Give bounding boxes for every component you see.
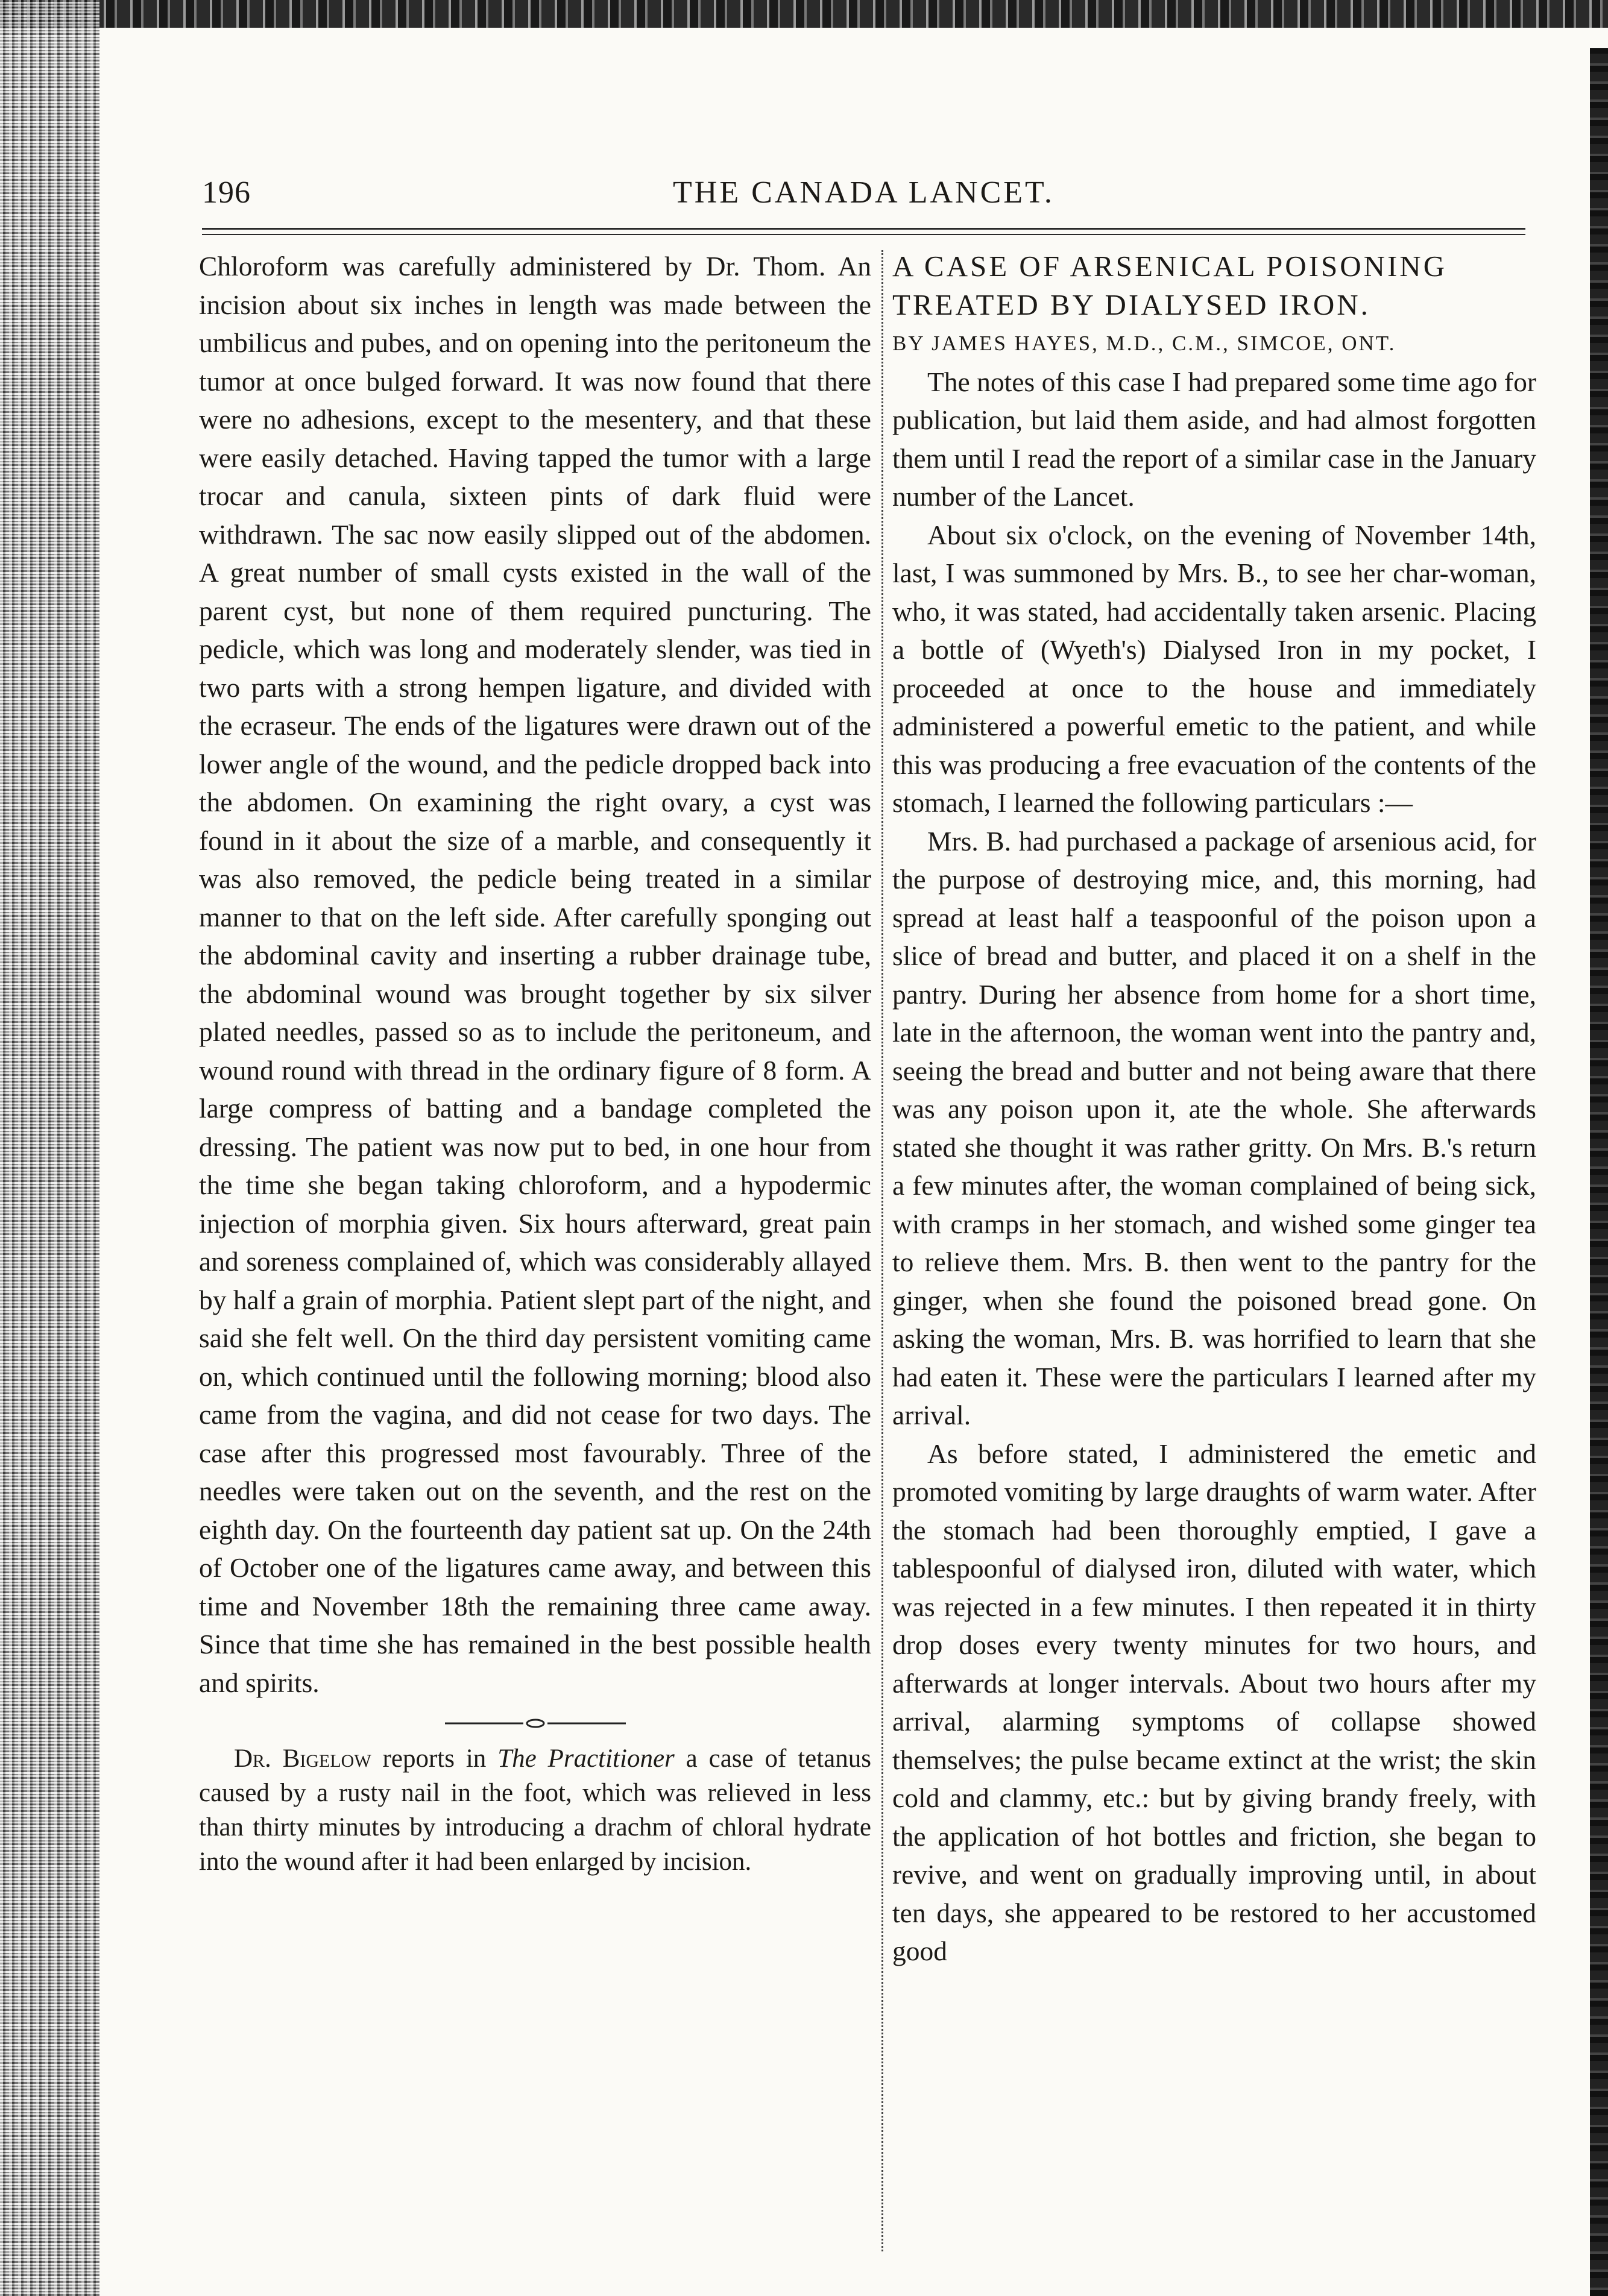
continued-case-paragraph: Chloroform was carefully administered by Dr. Thom. An incision about six inches in length was made between the umbilicus and pubes, and on opening into the peritoneum the tumor at once bulged forward. It was now found that there were no adhesions, except to the mesentery, and that these were easily detached. Having tapped the tumor with a large trocar and canula, sixteen pints of dark fluid were withdrawn. The sac now easily slipped out of the abdomen. A great number of small cysts existed in the wall of the parent cyst, but none of them required puncturing. The pedicle, which was long and moderately slender, was tied in two parts with a strong hempen ligature, and divided with the ecraseur. The ends of the ligatures were drawn out of the lower angle of the wound, and the pedicle dropped back into the abdomen. On examining the right ovary, a cyst was found in it about the size of a marble, and consequently it was also removed, the pedicle being treated in a similar manner to that on the left side. After carefully sponging out the abdominal cavity and inserting a rubber drainage tube, the abdominal wound was brought together by six silver plated needles, passed so as to include the peritoneum, and wound round with thread in the ordinary figure of 8 form. A large compress of batting and a bandage completed the dressing. The patient was now put to bed, in one hour from the time she began taking chloroform, and a hypodermic injection of morphia given. Six hours afterward, great pain and soreness complained of, which was considerably allayed by half a grain of morphia. Patient slept part of the night, and said she felt well. On the third day persistent vomiting came on, which continued until the following morning; blood also came from the vagina, and did not cease for two days. The case after this progressed most favourably. Three of the needles were taken out on the seventh, and the rest on the eighth day. On the fourteenth day patient sat up. On the 24th of October one of the ligatures came away, and between this time and November 18th the remaining three came away. Since that time she has remained in the best possible health and spirits. [199, 251, 871, 1698]
section-divider [199, 1708, 871, 1739]
note-author: Dr. Bigelow [234, 1744, 371, 1773]
article-title-line1: A CASE OF ARSENICAL POISONING [892, 250, 1448, 283]
article-byline: BY JAMES HAYES, M.D., C.M., SIMCOE, ONT. [892, 332, 1396, 355]
scan-right-edge [1590, 48, 1608, 2296]
left-column [199, 247, 871, 2260]
note-journal: The Practitioner [497, 1744, 675, 1773]
scan-top-edge [0, 0, 1608, 28]
article-title-line2: TREATED BY DIALYSED IRON. [892, 288, 1370, 321]
note-text-before: reports in [371, 1744, 498, 1773]
article-paragraph-4: As before stated, I administered the emetic and promoted vomiting by large draughts of warm water. After the stomach had been thoroughly emptied, I gave a tablespoonful of dialysed iron, diluted with water, which was rejected in a few minutes. I then repeated it in thirty drop doses every twenty minutes for two hours, and afterwards at longer intervals. About two hours after my arrival, alarming symptoms of collapse showed themselves; the pulse became extinct at the wrist; the skin cold and clammy, etc.: but by giving brandy freely, with the application of hot bottles and friction, she began to revive, and went on gradually improving until, in about ten days, she appeared to be restored to her accustomed good [892, 1438, 1536, 1966]
column-divider [881, 250, 883, 2251]
page-number: 196 [202, 175, 251, 210]
divider-ornament-icon [445, 1717, 626, 1729]
bigelow-note [199, 1741, 871, 1879]
right-column [892, 247, 1536, 2260]
article-paragraph-1: The notes of this case I had prepared some time ago for publication, but laid them aside, and had almost forgotten them until I read the report of a similar case in the January number of the Lancet. [892, 366, 1536, 512]
article-paragraph-2: About six o'clock, on the evening of November 14th, last, I was summoned by Mrs. B., to see her char-woman, who, it was stated, had accidentally taken arsenic. Placing a bottle of (Wyeth's) Dialysed Iron in my pocket, I proceeded at once to the house and immediately administered a powerful emetic to the patient, and while this was producing a free evacuation of the contents of the stomach, I learned the following particulars :— [892, 519, 1536, 818]
scan-binding-edge [0, 0, 99, 2296]
header-rule-bottom [202, 234, 1525, 235]
article-paragraph-3: Mrs. B. had purchased a package of arsenious acid, for the purpose of destroying mice, and, this morning, had spread at least half a teaspoonful of the poison upon a slice of bread and butter, and placed it on a shelf in the pantry. During her absence from home for a short time, late in the afternoon, the woman went into the pantry and, seeing the bread and butter and not being aware that there was any poison upon it, ate the whole. She afterwards stated she thought it was rather gritty. On Mrs. B.'s return a few minutes after, the woman complained of being sick, with cramps in her stomach, and wished some ginger tea to relieve them. Mrs. B. then went to the pantry for the ginger, when she found the poisoned bread gone. On asking the woman, Mrs. B. was horrified to learn that she had eaten it. These were the particulars I learned after my arrival. [892, 825, 1536, 1430]
header-rule-top [202, 228, 1525, 230]
journal-title: THE CANADA LANCET. [673, 175, 1055, 210]
note-text-after: a case of tetanus caused by a rusty nail in the foot, which was relieved in less than thirty minutes by introducing a drachm of chloral hydrate into the wound after it had been enlarged by incision. [199, 1744, 871, 1876]
running-head [202, 175, 1525, 217]
